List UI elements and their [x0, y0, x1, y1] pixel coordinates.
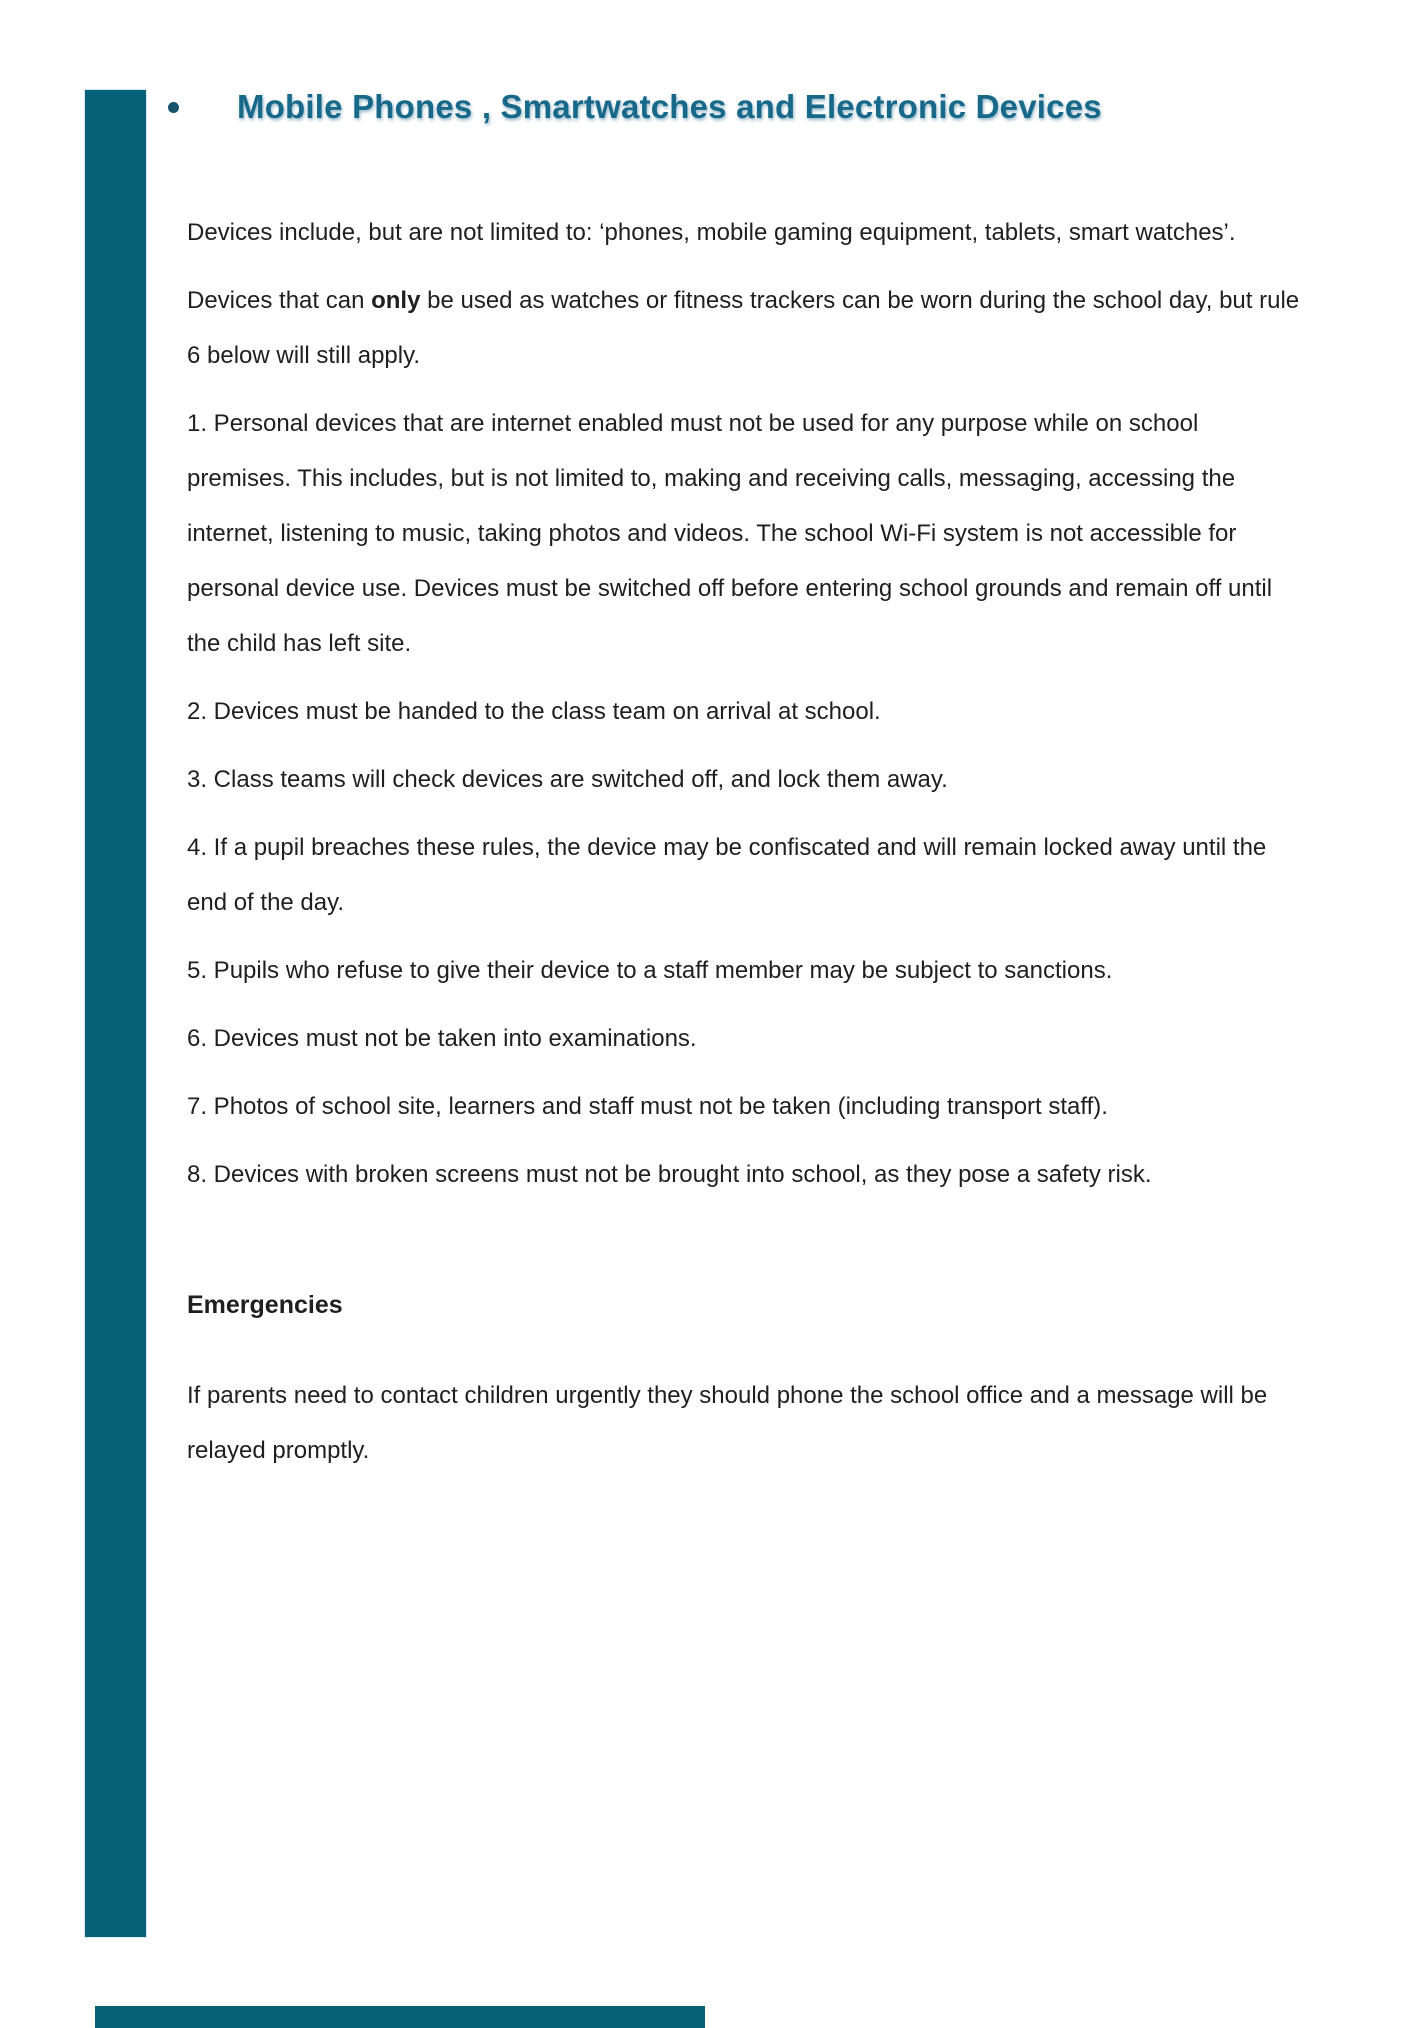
section-heading-row	[168, 88, 1102, 126]
rule-item-1: 1. Personal devices that are internet enabled must not be used for any purpose while on school premises. This includes, but is not limited to, making and receiving calls, messaging, accessing the internet, listening to music, taking photos and videos. The school Wi-Fi system is not accessible for personal device use. Devices must be switched off before entering school grounds and remain off until the child has left site.	[187, 410, 1273, 657]
emergencies-heading: Emergencies	[187, 1291, 343, 1319]
bullet-icon	[168, 102, 179, 113]
intro-watches-bold-only: only	[371, 287, 421, 314]
intro-watches-text-before: Devices that can	[187, 287, 372, 314]
rule-item-4: 4. If a pupil breaches these rules, the device may be confiscated and will remain locked away until the end of the day.	[187, 834, 1267, 916]
intro-watches-text-after: be used as watches or fitness trackers can be worn during the school day, but rule 6 below will still apply.	[187, 287, 1300, 369]
rule-item-7: 7. Photos of school site, learners and staff must not be taken (including transport staff).	[187, 1093, 1108, 1120]
rule-item-6: 6. Devices must not be taken into examinations.	[187, 1025, 697, 1052]
left-accent-bar	[85, 90, 146, 1937]
section-title: Mobile Phones , Smartwatches and Electronic Devices	[237, 88, 1102, 125]
intro-paragraph-devices-include: Devices include, but are not limited to: ‘phones, mobile gaming equipment, tablets, smart watches’.	[187, 219, 1236, 246]
rule-item-3: 3. Class teams will check devices are switched off, and lock them away.	[187, 766, 948, 793]
bottom-accent-bar	[95, 2006, 705, 2028]
document-body	[187, 205, 1307, 1491]
rule-item-5: 5. Pupils who refuse to give their device to a staff member may be subject to sanctions.	[187, 957, 1113, 984]
rule-item-8: 8. Devices with broken screens must not be brought into school, as they pose a safety risk.	[187, 1161, 1152, 1188]
emergencies-paragraph: If parents need to contact children urgently they should phone the school office and a message will be relayed promptly.	[187, 1382, 1268, 1464]
rule-item-2: 2. Devices must be handed to the class team on arrival at school.	[187, 698, 881, 725]
intro-paragraph-watches	[187, 273, 1307, 383]
